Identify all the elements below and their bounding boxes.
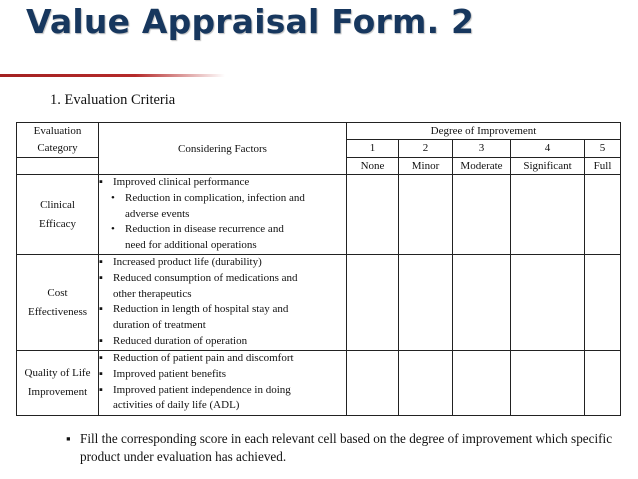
factor-item: ▪ Reduction in length of hospital stay and [99, 302, 346, 318]
instruction-note [66, 430, 620, 466]
score-cell[interactable] [347, 255, 399, 351]
category-cost-effectiveness [17, 255, 99, 351]
factor-item: ▪ Improved patient benefits [99, 367, 346, 383]
factor-continuation: other therapeutics [113, 287, 192, 300]
header-category-line-2: Category [37, 142, 78, 154]
score-cell[interactable] [585, 351, 621, 416]
category-line: Cost [47, 286, 68, 299]
factor-item: ▪ Reduction of patient pain and discomfort [99, 351, 346, 367]
factor-item: ▪ Reduced consumption of medications and [99, 271, 346, 287]
category-line: Clinical [40, 198, 75, 211]
header-label-full: Full [585, 158, 621, 175]
table-row [17, 255, 621, 351]
table-row [17, 175, 621, 255]
header-score-3: 3 [453, 139, 511, 157]
category-line: Effectiveness [27, 305, 88, 318]
header-category-spacer [17, 158, 99, 175]
category-quality-of-life [17, 351, 99, 416]
score-cell[interactable] [511, 175, 585, 255]
factor-continuation: need for additional operations [125, 239, 257, 252]
header-category-line-1: Evaluation [33, 125, 82, 137]
score-cell[interactable] [347, 351, 399, 416]
factors-clinical-efficacy [99, 175, 347, 255]
header-score-5: 5 [585, 139, 621, 157]
header-label-none: None [347, 158, 399, 175]
header-score-2: 2 [399, 139, 453, 157]
score-cell[interactable] [585, 175, 621, 255]
title-underline [0, 74, 225, 77]
factor-item: ▪ Increased product life (durability) [99, 255, 346, 271]
category-clinical-efficacy [17, 175, 99, 255]
factor-item: ▪ Reduced duration of operation [99, 334, 346, 350]
evaluation-criteria-table [16, 122, 621, 416]
score-cell[interactable] [511, 351, 585, 416]
category-line: Quality of Life [24, 367, 91, 379]
factor-subitem: • Reduction in disease recurrence and [99, 222, 346, 238]
factor-continuation: adverse events [125, 207, 190, 220]
factors-cost-effectiveness [99, 255, 347, 351]
header-label-moderate: Moderate [453, 158, 511, 175]
score-cell[interactable] [453, 255, 511, 351]
score-cell[interactable] [511, 255, 585, 351]
square-bullet-icon: ▪ [66, 431, 71, 446]
section-heading: 1. Evaluation Criteria [50, 92, 176, 108]
factor-subitem: • Reduction in complication, infection and [99, 191, 346, 207]
score-cell[interactable] [347, 175, 399, 255]
score-cell[interactable] [399, 255, 453, 351]
table-row [17, 351, 621, 416]
score-cell[interactable] [453, 175, 511, 255]
header-evaluation-category [17, 123, 99, 158]
factors-quality-of-life [99, 351, 347, 416]
score-cell[interactable] [453, 351, 511, 416]
header-label-significant: Significant [511, 158, 585, 175]
header-degree-of-improvement: Degree of Improvement [347, 123, 621, 140]
factor-item: ▪ Improved clinical performance [99, 175, 346, 191]
score-cell[interactable] [399, 351, 453, 416]
header-considering-factors: Considering Factors [99, 123, 347, 175]
header-label-minor: Minor [399, 158, 453, 175]
category-line: Efficacy [38, 217, 77, 230]
category-line: Improvement [27, 386, 88, 398]
factor-continuation: activities of daily life (ADL) [113, 399, 240, 412]
score-cell[interactable] [399, 175, 453, 255]
header-score-4: 4 [511, 139, 585, 157]
factor-item: ▪ Improved patient independence in doing [99, 383, 346, 399]
header-score-1: 1 [347, 139, 399, 157]
instruction-text: Fill the corresponding score in each relevant cell based on the degree of improvement which specific product under evaluation has achieved. [80, 431, 613, 464]
factor-continuation: duration of treatment [113, 319, 206, 332]
score-cell[interactable] [585, 255, 621, 351]
slide-title: Value Appraisal Form. 2 [26, 2, 475, 41]
